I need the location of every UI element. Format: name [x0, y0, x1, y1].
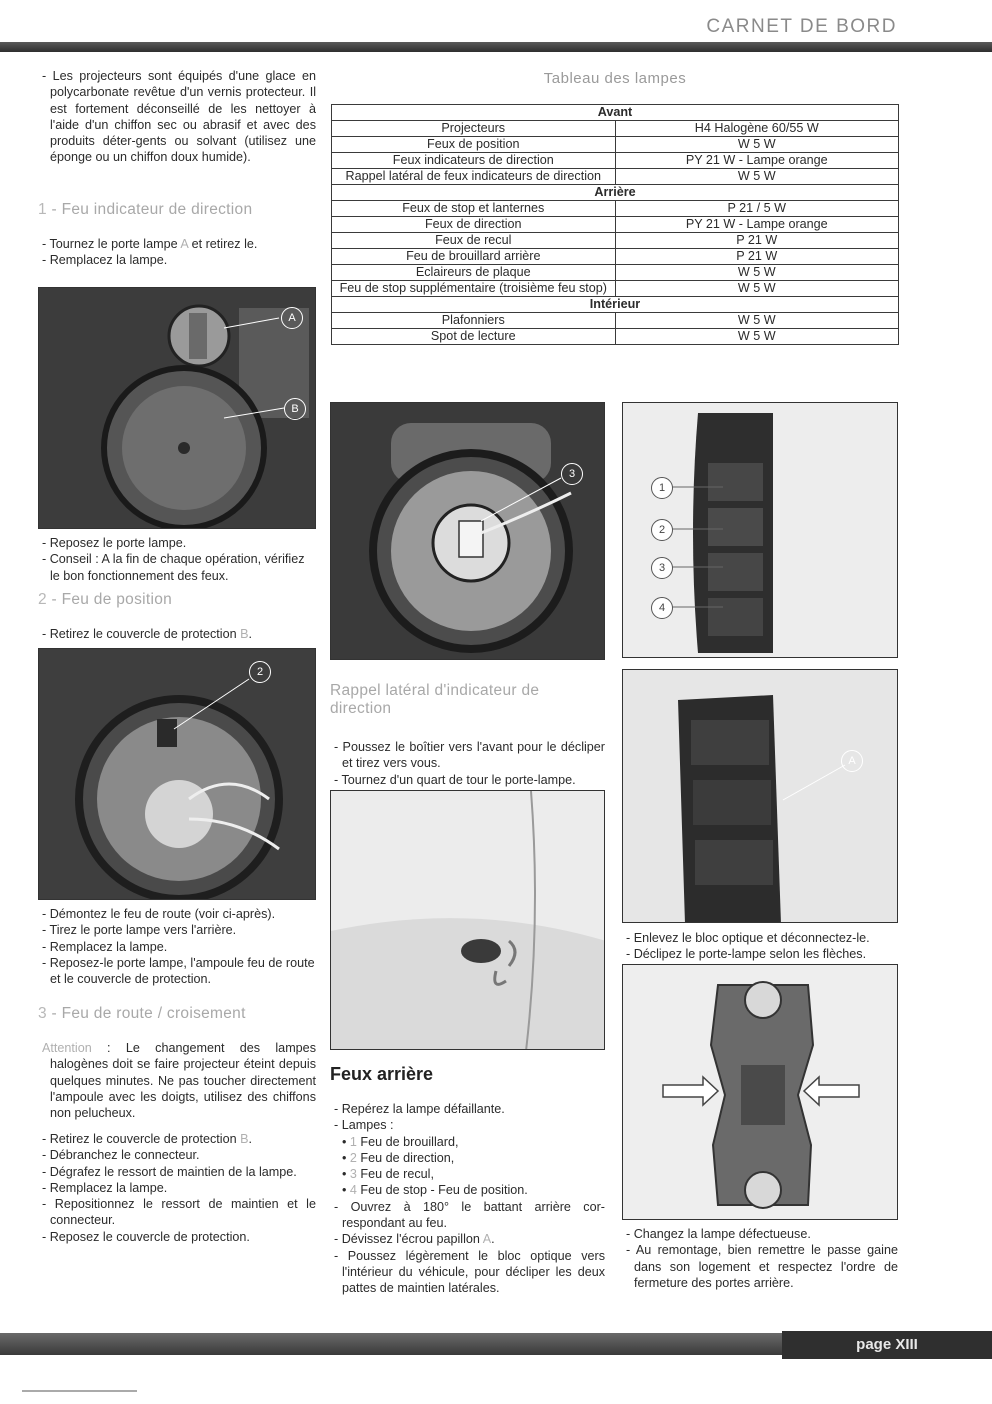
feux-arriere-heading: Feux arrière: [330, 1064, 434, 1084]
section-2-number: 2: [38, 591, 47, 608]
section-3-number: 3: [38, 1005, 47, 1022]
attention-label: Attention: [42, 1041, 92, 1055]
lamp-item: • 2 Feu de direction,: [342, 1150, 455, 1165]
callout-1: 1: [651, 477, 673, 499]
step-line: - Lampes :: [334, 1118, 394, 1133]
step-line: - Au remontage, bien remettre le passe gaine dans son logement et respectez l'ordre de fermeture des portes arrière.: [626, 1243, 898, 1290]
section-2-heading: [38, 591, 172, 609]
section-3-title: - Feu de route / croisement: [46, 1005, 246, 1022]
lamp-holder-illustration: [623, 965, 898, 1220]
callout-2: 2: [249, 661, 271, 683]
lamp-item: • 1 Feu de brouillard,: [342, 1134, 459, 1149]
header-bar: [0, 42, 992, 52]
step-line: - Enlevez le bloc optique et déconnectez-le.: [626, 931, 870, 945]
step-line: - Démontez le feu de route (voir ci-après).: [42, 907, 276, 921]
callout-3: 3: [651, 557, 673, 579]
callout-b: B: [284, 398, 306, 420]
scan-mark: [22, 1390, 137, 1392]
step-line: - Repérez la lampe défaillante.: [334, 1102, 505, 1116]
section-2-steps: [38, 906, 316, 987]
right-steps-a: [622, 930, 898, 963]
photo-turn-signal-bulb: [330, 402, 605, 660]
table-row: Spot de lecture W 5 W: [332, 329, 899, 345]
section-3-attention: [38, 1040, 316, 1121]
section-1-title: - Feu indicateur de direction: [46, 201, 253, 218]
photo-rear-lamp-cluster: [622, 402, 898, 658]
header-title: CARNET DE BORD: [706, 16, 897, 37]
step-line: - Tournez d'un quart de tour le porte-lampe.: [334, 772, 576, 787]
step-line: - Conseil : A la fin de chaque opération, vérifiez le bon fonctionnement des feux.: [42, 552, 305, 583]
section-1-number: 1: [38, 201, 47, 218]
section-2-step: - Retirez le couvercle de protection B.: [42, 627, 252, 641]
callout-a: A: [281, 307, 303, 329]
headlight-rear-illustration: [39, 288, 316, 529]
rear-lamp-removed-illustration: [623, 670, 898, 923]
rappel-heading: Rappel latéral d'indicateur de direction: [330, 682, 540, 717]
table-row: Feux de recul P 21 W: [332, 233, 899, 249]
step-line: - Tournez le porte lampe A et retirez le.: [42, 237, 258, 251]
right-steps-b: [622, 1226, 898, 1291]
table-row: Feux indicateurs de direction PY 21 W - Lampe orange: [332, 153, 899, 169]
lamp-table: [331, 104, 899, 345]
table-row: Feux de stop et lanternes P 21 / 5 W: [332, 201, 899, 217]
photo-side-repeater: [330, 790, 605, 1050]
section-1-heading: [38, 201, 252, 219]
table-row: Feux de position W 5 W: [332, 137, 899, 153]
step-line: - Tirez le porte lampe vers l'arrière.: [42, 923, 237, 938]
position-lamp-illustration: [39, 649, 316, 900]
table-section-heading: Arrière: [332, 185, 899, 201]
page-number: page XIII: [782, 1331, 992, 1359]
callout-2: 2: [651, 519, 673, 541]
table-section-heading: Intérieur: [332, 297, 899, 313]
photo-lamp-holder: [622, 964, 898, 1220]
callout-a: A: [841, 750, 863, 772]
table-section-heading: Avant: [332, 105, 899, 121]
step-line: - Remplacez la lampe.: [42, 253, 168, 268]
section-3-steps: - Retirez le couvercle de protection B. - Débranchez le connecteur. - Dégrafez le ressort de maintien de la lampe. - Remplacez la lampe. - Repositionnez le ressort de maintien et le connecteur. - Reposez le couvercle de protection.: [42, 1132, 316, 1244]
step-line: - Changez la lampe défectueuse.: [626, 1227, 811, 1241]
lamp-table-title: Tableau des lampes: [543, 70, 687, 87]
step-line: - Remplacez la lampe.: [42, 939, 168, 954]
attention-text: : Le changement des lampes halogènes doit se faire projecteur éteint depuis quelques minutes. Ne pas toucher directement l'ampoule avec les doigts, utilisez des chiffons non pelucheux.: [50, 1041, 316, 1121]
table-row: Rappel latéral de feux indicateurs de direction W 5 W: [332, 169, 899, 185]
section-1-after-steps: [38, 535, 316, 584]
section-1-steps: [38, 236, 316, 269]
step-line: - Déclipez le porte-lampe selon les flèches.: [626, 947, 867, 962]
side-repeater-illustration: [331, 791, 605, 1050]
table-row: Feu de stop supplémentaire (troisième feu stop) W 5 W: [332, 281, 899, 297]
table-row: Eclaireurs de plaque W 5 W: [332, 265, 899, 281]
intro-paragraph: - Les projecteurs sont équipés d'une glace en polycarbonate revêtue d'un vernis protecteur. Il est fortement déconseillé de les nettoyer à l'aide d'un chiffon sec ou abrasif et avec des produits déter-gents ou solvant (utilisez une éponge ou un chiffon doux humide).: [42, 69, 316, 165]
lamp-item: • 4 Feu de stop - Feu de position.: [342, 1183, 528, 1198]
step-line: - Reposez le porte lampe.: [42, 536, 187, 550]
photo-rear-lamp-removed: [622, 669, 898, 923]
intro-text: [38, 68, 316, 166]
lamp-item: • 3 Feu de recul,: [342, 1167, 434, 1182]
step-line: - Poussez le boîtier vers l'avant pour le décliper et tirez vers vous.: [334, 740, 605, 771]
table-row: Plafonniers W 5 W: [332, 313, 899, 329]
section-2-title: - Feu de position: [46, 591, 173, 608]
table-row: Projecteurs H4 Halogène 60/55 W: [332, 121, 899, 137]
table-row: Feux de direction PY 21 W - Lampe orange: [332, 217, 899, 233]
section-3-heading: [38, 1005, 246, 1023]
photo-turn-signal-holder: [38, 287, 316, 529]
photo-position-lamp: [38, 648, 316, 900]
feux-arriere-steps: - Repérez la lampe défaillante. - Lampes : • 1 Feu de brouillard, • 2 Feu de direction, • 3 Feu de recul, • 4 Feu de stop - Feu de position. - Ouvrez à 180° le battant arrière cor-respondant au feu. - Dévissez l'écrou papillon A. - Poussez légèrement le bloc optique vers l'intérieur du véhicule, pour décliper les deux pattes de maintien latérales.: [330, 1101, 605, 1297]
table-row: Feu de brouillard arrière P 21 W: [332, 249, 899, 265]
step-line: - Reposez-le porte lampe, l'ampoule feu de route et le couvercle de protection.: [42, 955, 315, 987]
callout-3: 3: [561, 463, 583, 485]
callout-4: 4: [651, 597, 673, 619]
turn-signal-bulb-illustration: [331, 403, 605, 660]
rappel-steps: [330, 739, 605, 788]
